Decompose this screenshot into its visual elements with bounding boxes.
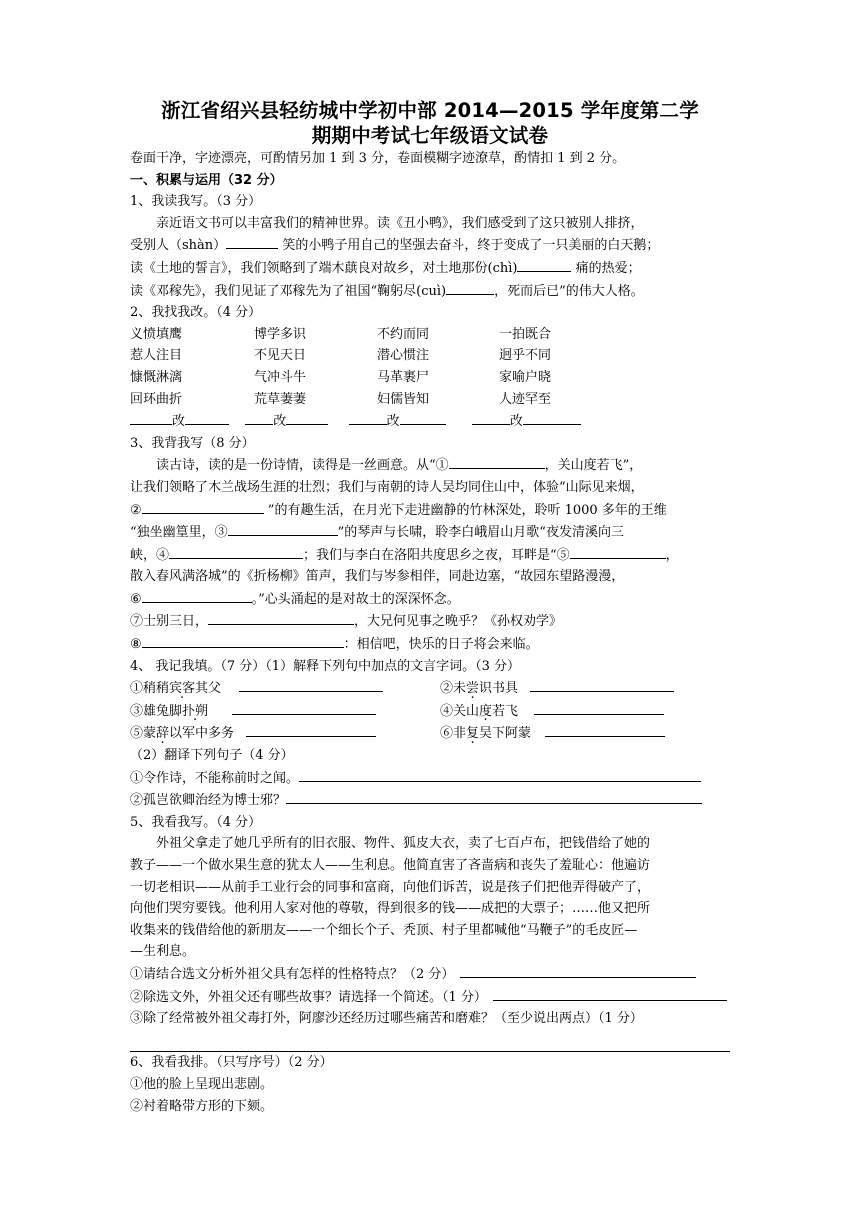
q4-text: ①令作诗，不能称前时之闻。	[130, 770, 300, 786]
q5-text: ①请结合选文分析外祖父具有怎样的性格特点？（2 分）	[130, 966, 455, 982]
q2-heading: 2、我找我改。（4 分）	[130, 305, 262, 321]
q3-text: ”的有趣生活，在月光下走进幽静的竹林深处，聆听 1000 多年的王维	[267, 502, 667, 518]
q4-text: ②未	[440, 681, 467, 697]
q3-heading: 3、我背我写（8 分）	[130, 435, 255, 451]
q1-text: 读《邓稼先》，我们见证了邓稼先为了祖国“鞠躬尽(cuì)	[130, 283, 447, 299]
q5-question-3: ③除了经常被外祖父毒打外，阿廖沙还经历过哪些痛苦和磨难？（至少说出两点）（1 分）	[130, 1011, 643, 1027]
q3-line-2: 让我们领略了木兰战场生涯的壮烈；我们与南朝的诗人吴均同住山中，体验“山际见来烟，	[130, 479, 644, 495]
q3-line-9	[130, 633, 730, 656]
q1-line-3	[130, 257, 730, 280]
idiom: 人迹罕至	[499, 391, 552, 407]
answer-blank[interactable]	[517, 257, 571, 272]
q5-passage-4: 向他们哭穷要钱。他利用人家对他的尊敬，得到很多的钱——成把的大票子；……他又把所	[130, 901, 651, 917]
title-line-2: 期期中考试七年级语文试卷	[311, 124, 549, 147]
q5-text: ②除选文外，外祖父还有哪些故事？请选择一个简述。（1 分）	[130, 989, 487, 1005]
answer-blank[interactable]	[449, 454, 545, 469]
idiom: 不约而同	[377, 326, 430, 342]
q4-text: 若飞	[492, 703, 519, 719]
q4-text: ②孤岂欲卿治经为博士邪？	[130, 793, 287, 809]
idiom: 不见天日	[254, 348, 307, 364]
answer-blank[interactable]	[570, 544, 666, 559]
idiom: 惹人注目	[130, 348, 183, 364]
q1-text: 痛的热爱；	[575, 260, 641, 276]
correction-row	[130, 410, 730, 433]
q4-items	[130, 677, 730, 745]
q3-text: 读古诗，读的是一份诗情，读得是一丝画意。从“①	[156, 458, 449, 474]
q3-text: ②	[130, 502, 142, 518]
q3-line-6: 散入春风满洛城”的《折杨柳》笛声，我们与岑参相伴，同赴边塞，“故园东望路漫漫，	[130, 569, 625, 585]
q5-heading: 5、我看我写。（4 分）	[130, 814, 262, 830]
section-1-heading: 一、积累与运用（32 分）	[130, 172, 283, 188]
q4-item-1	[130, 677, 440, 700]
idiom: 荒草萋萋	[254, 391, 307, 407]
answer-blank[interactable]	[523, 410, 581, 425]
answer-blank[interactable]	[130, 410, 172, 425]
q1-text: 读《土地的誓言》，我们领略到了端木蕻良对故乡，对土地那份(chì)	[130, 260, 518, 276]
answer-blank[interactable]	[534, 700, 664, 715]
answer-blank[interactable]	[208, 610, 354, 625]
q5-passage-1: 外祖父拿走了她几乎所有的旧衣服、物件、狐皮大衣，卖了七百卢布，把钱借给了她的	[156, 836, 651, 852]
q4-heading: 4、 我记我填。（7 分）（1）解释下列句中加点的文言字词。（3 分）	[130, 658, 520, 674]
idiom: 潜心惯注	[377, 348, 430, 364]
q3-text: ；我们与李白在洛阳共度思乡之夜，耳畔是“⑤	[303, 547, 570, 563]
answer-blank[interactable]	[460, 963, 696, 978]
answer-blank[interactable]	[299, 767, 701, 782]
q5-passage-3: 一切老相识——从前手工业行会的同事和富商，向他们诉苦，说是孩子们把他弄得破产了，	[130, 879, 651, 895]
idiom: 迥乎不同	[499, 348, 552, 364]
answer-blank[interactable]	[142, 499, 264, 514]
q3-text: ⑦士别三日，	[130, 614, 209, 630]
q3-text: ：相信吧，快乐的日子将会来临。	[343, 637, 539, 653]
q1-text: ，死而后已”的伟大人格。	[494, 283, 644, 299]
idiom: 家喻户晓	[499, 369, 552, 385]
answer-line[interactable]	[130, 1030, 730, 1053]
q3-line-7	[130, 588, 730, 611]
q4-text: ③雄兔脚	[130, 703, 183, 719]
answer-blank[interactable]	[286, 410, 328, 425]
q4-translate-1	[130, 767, 730, 790]
q4-text: 其父	[195, 681, 222, 697]
idiom: 气冲斗牛	[254, 369, 307, 385]
q1-line-4	[130, 280, 730, 303]
q4-item-2	[440, 677, 730, 700]
q4-sub2: （2）翻译下列句子（4 分）	[130, 748, 294, 764]
q3-text: ，关山度若飞”，	[544, 458, 643, 474]
q1-text: 受别人（shàn）	[130, 238, 227, 254]
idiom: 妇儒皆知	[377, 391, 430, 407]
answer-blank[interactable]	[142, 633, 344, 648]
gai-label: 改	[509, 414, 523, 430]
answer-blank[interactable]	[226, 234, 278, 249]
q4-translate-2	[130, 789, 730, 812]
answer-blank[interactable]	[545, 722, 665, 737]
dotted-word: 尝	[466, 681, 480, 697]
idiom: 义愤填鹰	[130, 326, 183, 342]
idiom: 博学多识	[254, 326, 307, 342]
q1-line-1: 亲近语文书可以丰富我们的精神世界。读《丑小鸭》，我们感受到了这只被别人排挤，	[156, 215, 644, 231]
q5-question-1	[130, 963, 730, 986]
answer-blank[interactable]	[239, 677, 383, 692]
dotted-word: 复	[466, 726, 480, 742]
q3-line-8	[130, 610, 730, 633]
dotted-word: 宾客	[169, 681, 196, 697]
q3-line-3	[130, 499, 730, 522]
q5-passage-5: 收集来的钱借给他的新朋友——一个细长个子、秃顶、村子里都喊他“马鞭子”的毛皮匠—	[130, 922, 638, 938]
q5-question-2	[130, 986, 730, 1009]
q3-text: 峡，④	[130, 547, 170, 563]
gai-label: 改	[273, 414, 287, 430]
gai-label: 改	[172, 414, 186, 430]
q3-line-5	[130, 544, 730, 567]
q1-heading: 1、我读我写。（3 分）	[130, 194, 262, 210]
q4-text: ①稍稍	[130, 681, 170, 697]
exam-page	[130, 98, 730, 1117]
q3-text: ，	[665, 547, 679, 563]
answer-blank[interactable]	[286, 789, 702, 804]
gai-label: 改	[386, 414, 400, 430]
q4-text: ⑤蒙	[130, 726, 157, 742]
q4-text: ⑥非	[440, 726, 467, 742]
answer-blank[interactable]	[493, 986, 727, 1001]
q4-item-3	[130, 700, 440, 723]
q4-item-5	[130, 722, 440, 745]
q4-text: 识书具	[479, 681, 519, 697]
q3-text: ⑧	[130, 637, 142, 653]
scoring-note: 卷面干净，字迹漂亮，可酌情另加 1 到 3 分，卷面模糊字迹潦草，酌情扣 1 到 2 分。	[130, 151, 626, 166]
q4-text: 以军中多务	[169, 726, 235, 742]
q3-line-4	[130, 521, 730, 544]
answer-blank[interactable]	[400, 410, 446, 425]
q4-text: ④关山	[440, 703, 480, 719]
answer-blank[interactable]	[245, 410, 273, 425]
answer-blank[interactable]	[472, 410, 510, 425]
answer-blank[interactable]	[185, 410, 229, 425]
q5-passage-6: —生利息。	[130, 944, 196, 960]
idiom-grid	[130, 324, 730, 410]
dotted-word: 扑朔	[182, 703, 209, 719]
q4-text: 吴下阿蒙	[479, 726, 532, 742]
q6-sentence-2: ②衬着略带方形的下颏。	[130, 1098, 274, 1114]
q1-line-2	[130, 234, 730, 257]
idiom: 慷慨淋漓	[130, 369, 183, 385]
answer-blank[interactable]	[142, 588, 252, 603]
answer-blank[interactable]	[446, 280, 494, 295]
q1-text: 笑的小鸭子用自己的坚强去奋斗，终于变成了一只美丽的白天鹅；	[282, 238, 660, 254]
q6-heading: 6、我看我排。（只写序号）（2 分）	[130, 1055, 333, 1071]
answer-blank[interactable]	[349, 410, 387, 425]
q3-text: “独坐幽篁里，③	[130, 525, 228, 541]
answer-blank[interactable]	[169, 544, 303, 559]
q3-text: ⑥	[130, 591, 142, 607]
idiom: 一拍既合	[499, 326, 552, 342]
answer-blank[interactable]	[228, 521, 338, 536]
q3-text: 。”心头涌起的是对故土的深深怀念。	[251, 591, 460, 607]
q3-line-1	[130, 454, 730, 477]
dotted-word: 辞	[156, 726, 170, 742]
q5-passage-2: 教子——一个做水果生意的犹太人——生利息。他简直害了吝啬病和丧失了羞耻心：他遍访	[130, 858, 651, 873]
q4-item-4	[440, 700, 730, 723]
answer-blank[interactable]	[232, 700, 376, 715]
answer-blank[interactable]	[530, 677, 674, 692]
exam-title	[130, 98, 730, 148]
q3-text: ，大兄何见事之晚乎？《孙权劝学》	[354, 614, 563, 630]
idiom: 马革裹尸	[377, 369, 430, 385]
dotted-word: 度	[479, 703, 493, 719]
q6-sentence-1: ①他的脸上呈现出悲剧。	[130, 1076, 274, 1092]
q3-text: ”的琴声与长啸，聆李白峨眉山月歌“夜发清溪向三	[337, 525, 624, 541]
idiom: 回环曲折	[130, 391, 183, 407]
title-line-1: 浙江省绍兴县轻纺城中学初中部 2014—2015 学年度第二学	[161, 99, 699, 122]
answer-blank[interactable]	[246, 722, 376, 737]
